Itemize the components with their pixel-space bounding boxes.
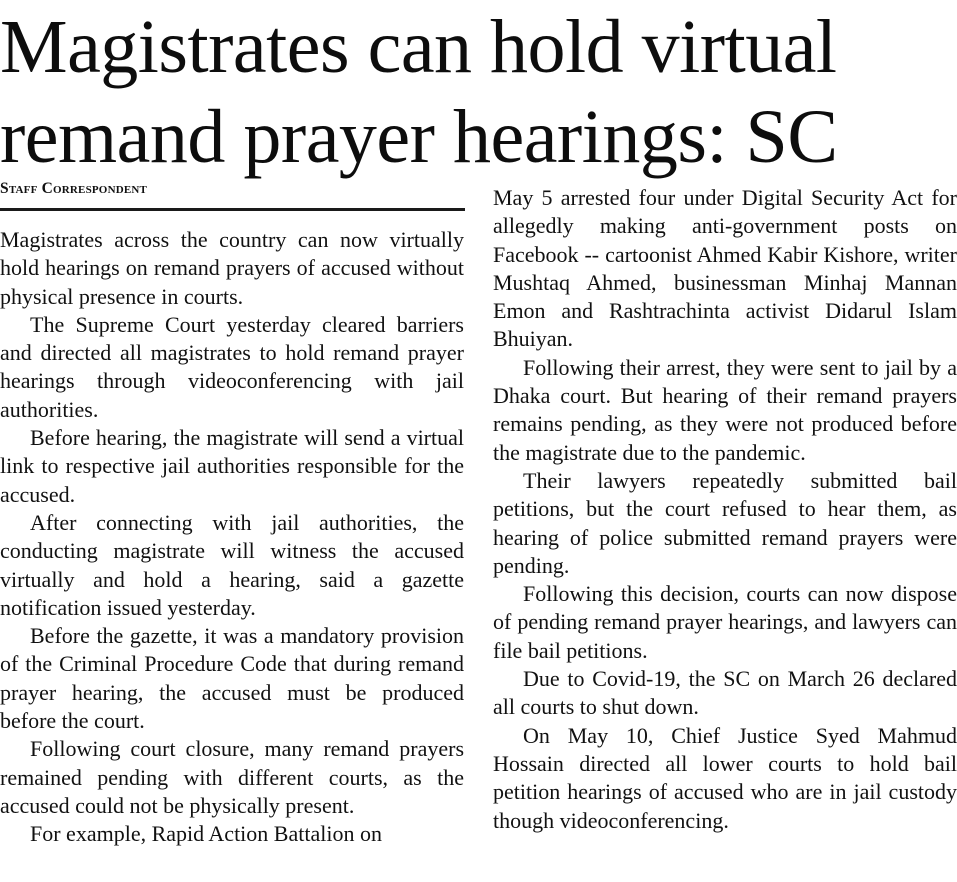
paragraph: Before hearing, the magistrate will send a virtual link to respective jail authorities responsible for the accused. [0,425,464,507]
paragraph: After connecting with jail authorities, the conducting magistrate will witness the accused virtually and hold a hearing, said a gazette notification issued yesterday. [0,509,464,620]
article-headline [0,2,957,182]
paragraph: Due to Covid-19, the SC on March 26 declared all courts to shut down. [493,666,957,720]
paragraph: Magistrates across the country can now virtually hold hearings on remand prayers of accused without physical presence in courts. [0,227,464,309]
article-column-1 [0,226,464,849]
paragraph: Following their arrest, they were sent to jail by a Dhaka court. But hearing of their remand prayers remains pending, as they were not produced before the magistrate due to the pandemic. [493,354,957,465]
paragraph: On May 10, Chief Justice Syed Mahmud Hossain directed all lower courts to hold bail petition hearings of accused who are in jail custody though videoconferencing. [493,722,957,833]
paragraph: Before the gazette, it was a mandatory provision of the Criminal Procedure Code that during remand prayer hearing, the accused must be produced before the court. [0,623,464,734]
paragraph: Following court closure, many remand prayers remained pending with different courts, as the accused could not be physically present. [0,736,464,818]
headline-line-1: Magistrates can hold virtual [0,5,837,89]
paragraph: Following this decision, courts can now dispose of pending remand prayer hearings, and lawyers can file bail petitions. [493,581,957,663]
paragraph: Their lawyers repeatedly submitted bail petitions, but the court refused to hear them, as hearing of police submitted remand prayers were pending. [493,467,957,578]
headline-line-2: remand prayer hearings: SC [0,95,838,179]
byline: Staff Correspondent [0,180,148,197]
byline-divider [0,208,465,211]
paragraph: The Supreme Court yesterday cleared barriers and directed all magistrates to hold remand prayer hearings through videoconferencing with jail authorities. [0,311,464,422]
paragraph: For example, Rapid Action Battalion on [30,821,382,847]
paragraph: May 5 arrested four under Digital Security Act for allegedly making anti-government posts on Facebook -- cartoonist Ahmed Kabir Kishore, writer Mushtaq Ahmed, businessman Minhaj Mannan Emon and Rashtrachinta activist Didarul Islam Bhuiyan. [493,185,957,352]
article-column-2 [493,184,957,835]
